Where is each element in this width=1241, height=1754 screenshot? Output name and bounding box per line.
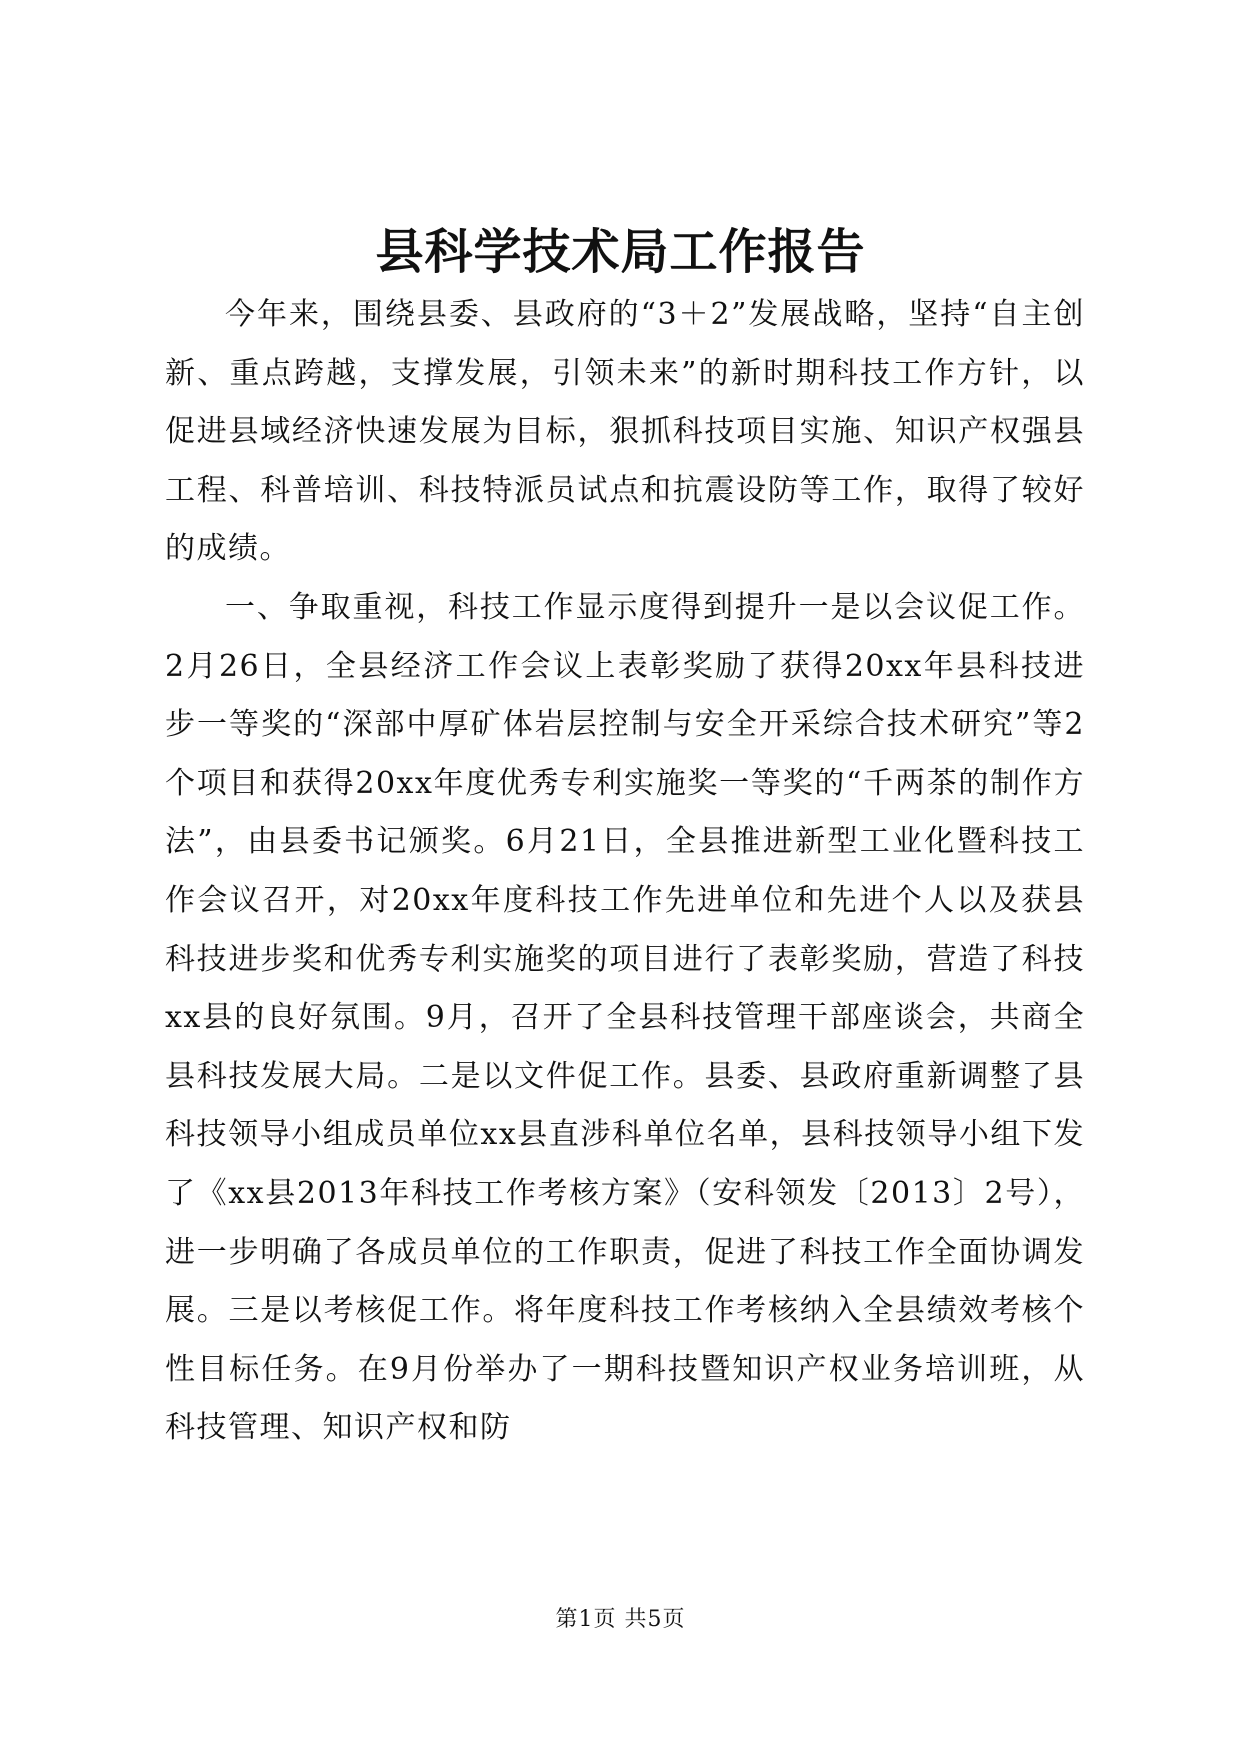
paragraph-intro: 今年来，围绕县委、县政府的“3＋2”发展战略，坚持“自主创新、重点跨越，支撑发展，引领未来”的新时期科技工作方针，以促进县域经济快速发展为目标，狠抓科技项目实施、知识产权强县工程、科普培训、科技特派员试点和抗震设防等工作，取得了较好的成绩。 bbox=[165, 297, 1085, 567]
page-number-footer: 第1页 共5页 bbox=[555, 1607, 686, 1632]
paragraph-section-one: 一、争取重视，科技工作显示度得到提升一是以会议促工作。2月26日，全县经济工作会议上表彰奖励了获得20xx年县科技进步一等奖的“深部中厚矿体岩层控制与安全开采综合技术研究”等2个项目和获得20xx年度优秀专利实施奖一等奖的“千两茶的制作方法”，由县委书记颁奖。6月21日，全县推进新型工业化暨科技工作会议召开，对20xx年度科技工作先进单位和先进个人以及获县科技进步奖和优秀专利实施奖的项目进行了表彰奖励，营造了科技xx县的良好氛围。9月，召开了全县科技管理干部座谈会，共商全县科技发展大局。二是以文件促工作。县委、县政府重新调整了县科技领导小组成员单位xx县直涉科单位名单，县科技领导小组下发了《xx县2013年科技工作考核方案》（安科领发〔2013〕2号），进一步明确了各成员单位的工作职责，促进了科技工作全面协调发展。三是以考核促工作。将年度科技工作考核纳入全县绩效考核个性目标任务。在9月份举办了一期科技暨知识产权业务培训班，从科技管理、知识产权和防 bbox=[165, 589, 1085, 1446]
document-body bbox=[165, 286, 1085, 1458]
document-title: 县科学技术局工作报告 bbox=[375, 224, 866, 280]
